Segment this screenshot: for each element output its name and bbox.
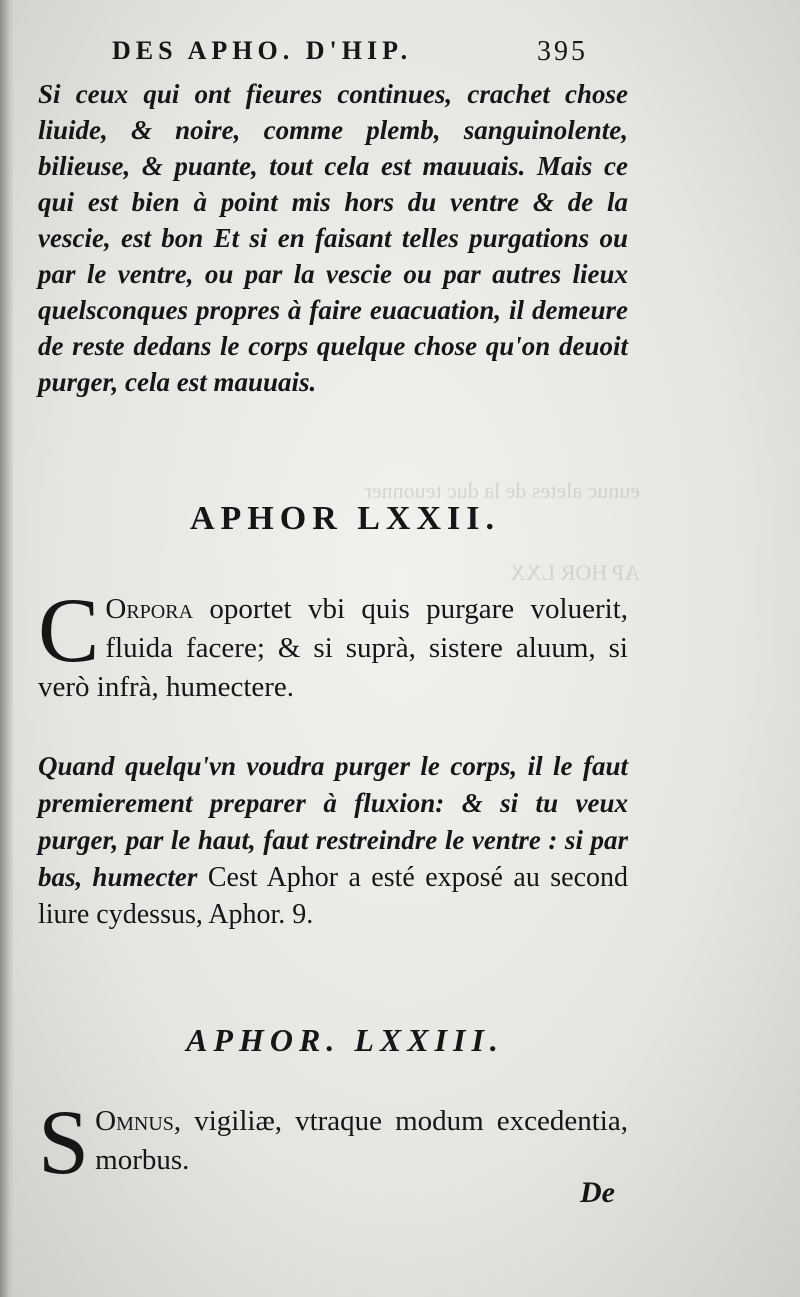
drop-cap: C [38,579,100,681]
latin-aphorism [38,1091,628,1193]
drop-cap: S [38,1091,90,1193]
bleed-through-text: AP HOR LXX [510,560,640,585]
bleed-through-text: eunuc aletes de la duc teuonner [364,478,640,503]
page-gutter-shadow [0,0,14,1297]
aphorism-heading: APHOR LXXII. [189,500,501,537]
latin-first-word: Omnus [95,1105,174,1137]
french-translation [38,748,628,933]
page-header [112,36,612,76]
latin-aphorism [38,579,628,707]
commentary-text: Cest Aphor a esté exposé au second liure cydessus, Aphor. 9. [38,862,628,930]
french-text: Quand quelqu'vn voudra purger le corps, il le faut premierement preparer à fluxion: & si tu veux purger, par le haut, faut restreindre le ventre : si par bas, humecter [38,751,628,892]
latin-text: , vigiliæ, vtraque modum excedentia, morbus. [95,1105,628,1176]
aphorism-heading: APHOR. LXXIII. [186,1022,504,1058]
catchword: De [580,1176,615,1209]
latin-text: oportet vbi quis purgare voluerit, fluida facere; & si suprà, sistere aluum, si verò infrà, humectere. [38,593,628,703]
page-number: 395 [537,36,588,67]
french-paragraph: Si ceux qui ont fieures continues, crachet chose liuide, & noire, comme plemb, sanguinolente, bilieuse, & puante, tout cela est mauuais. Mais ce qui est bien à point mis hors du ventre & de la vescie, est bon Et si en faisant telles purgations ou par le ventre, ou par la vescie ou par autres lieux quelsconques propres à faire euacuation, il demeure de reste dedans le corps quelque chose qu'on deuoit purger, cela est mauuais. [38,79,628,397]
latin-first-word: Orpora [105,593,194,625]
running-head: DES APHO. D'HIP. [112,36,413,65]
